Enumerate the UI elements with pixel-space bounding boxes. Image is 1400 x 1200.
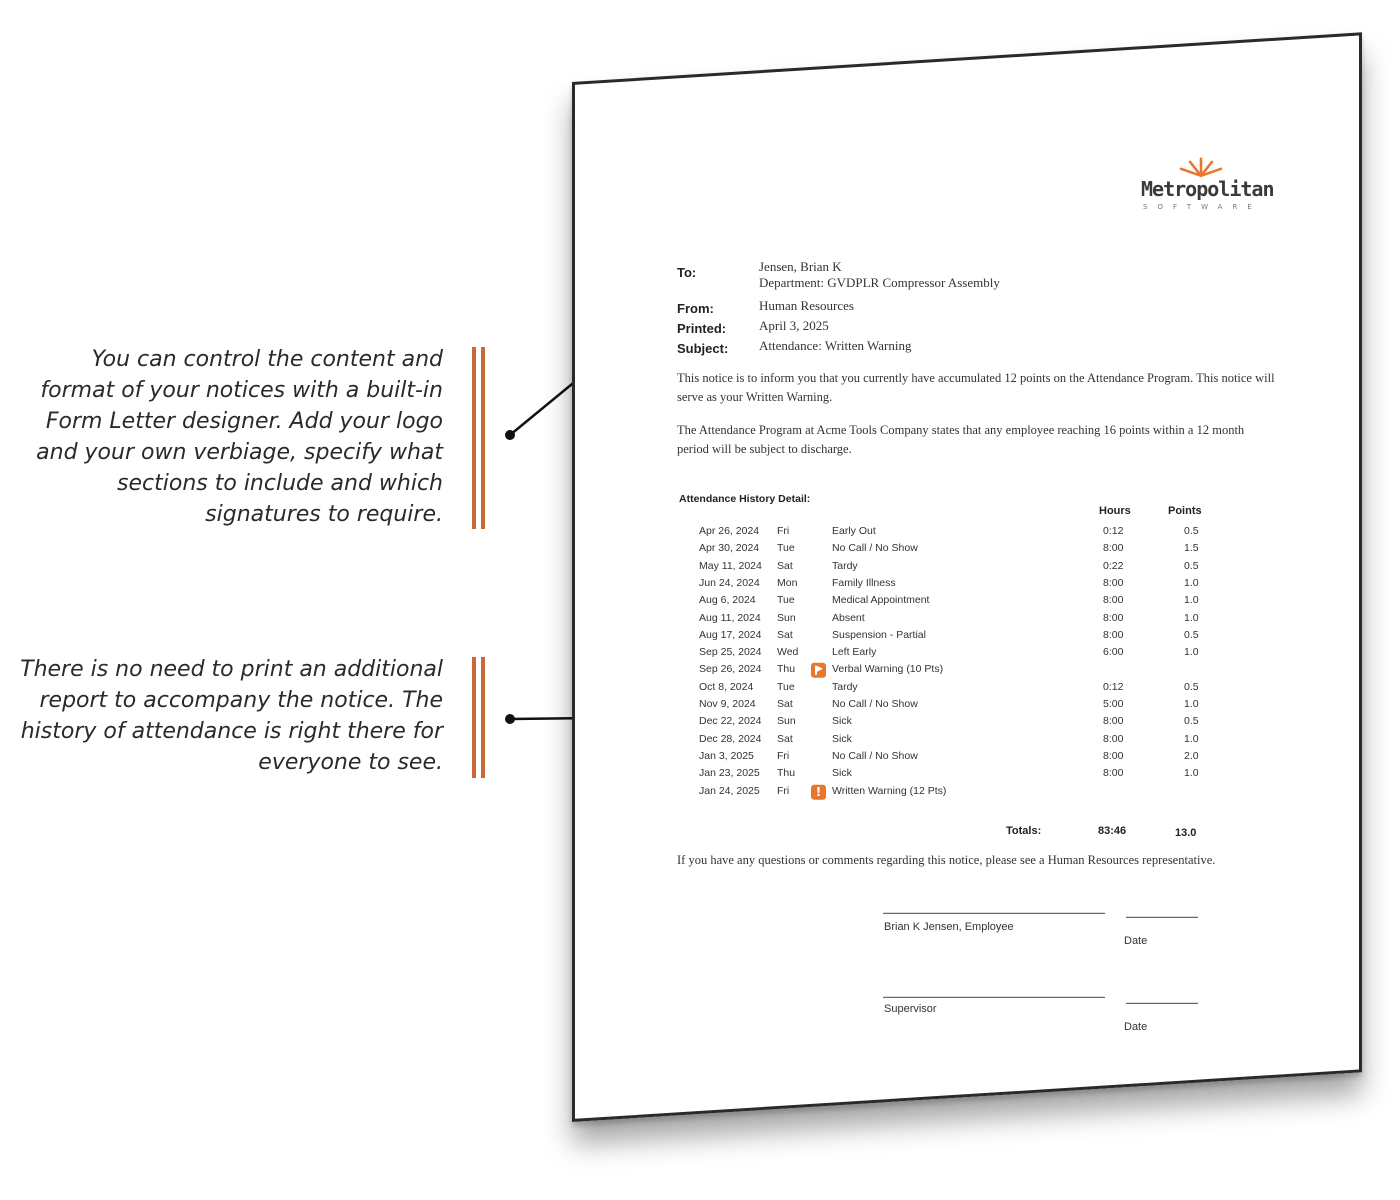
row-points: 1.0 — [1184, 697, 1199, 710]
sunburst-icon — [1171, 155, 1231, 177]
row-day: Sun — [777, 715, 796, 728]
row-description: Tardy — [832, 680, 858, 693]
row-description: No Call / No Show — [832, 697, 918, 710]
row-date: Sep 26, 2024 — [699, 663, 762, 676]
row-day: Sat — [777, 697, 793, 710]
hours-column-header: Hours — [1099, 504, 1131, 517]
row-date: Nov 9, 2024 — [699, 697, 756, 710]
row-points: 1.0 — [1184, 766, 1199, 779]
row-points: 0.5 — [1184, 524, 1199, 537]
row-description: Suspension - Partial — [832, 628, 926, 641]
history-row — [575, 542, 1362, 559]
closing-paragraph: If you have any questions or comments regarding this notice, please see a Human Resources representative. — [677, 852, 1216, 867]
row-date: Apr 26, 2024 — [699, 524, 760, 537]
row-day: Tue — [777, 593, 795, 606]
notice-page — [572, 32, 1362, 1122]
row-date: Dec 28, 2024 — [699, 732, 762, 745]
row-hours: 8:00 — [1103, 542, 1124, 555]
row-description: No Call / No Show — [832, 749, 918, 762]
row-day: Sat — [777, 732, 793, 745]
row-day: Thu — [777, 663, 796, 676]
row-points: 1.0 — [1184, 611, 1199, 624]
row-points: 2.0 — [1184, 749, 1199, 762]
row-date: Aug 11, 2024 — [699, 611, 761, 624]
row-points: 1.0 — [1184, 732, 1199, 745]
history-row — [575, 750, 1362, 767]
row-date: Oct 8, 2024 — [699, 680, 754, 693]
row-description: Written Warning (12 Pts) — [832, 784, 947, 797]
history-row — [575, 611, 1362, 628]
row-description: Medical Appointment — [832, 593, 930, 606]
row-day: Fri — [777, 524, 790, 537]
history-row — [575, 784, 1362, 801]
subject-label: Subject: — [677, 340, 729, 356]
row-hours: 0:12 — [1103, 524, 1124, 537]
row-hours: 8:00 — [1103, 715, 1124, 728]
row-date: May 11, 2024 — [699, 559, 762, 572]
row-hours: 8:00 — [1103, 576, 1124, 589]
row-points: 0.5 — [1184, 680, 1199, 693]
row-description: Absent — [832, 611, 865, 624]
row-hours: 8:00 — [1103, 732, 1124, 745]
metropolitan-logo — [1141, 163, 1274, 211]
history-row — [575, 767, 1362, 784]
row-date: Jan 3, 2025 — [699, 749, 754, 762]
history-row — [575, 680, 1362, 697]
row-hours: 8:00 — [1103, 749, 1124, 762]
row-date: Dec 22, 2024 — [699, 715, 762, 728]
row-description: Sick — [832, 715, 852, 728]
totals-label: Totals: — [1006, 824, 1042, 837]
totals-hours: 83:46 — [1098, 824, 1127, 837]
callout-bar-2 — [472, 657, 486, 778]
row-description: No Call / No Show — [832, 542, 918, 555]
logo-subtitle: SOFTWARE — [1143, 202, 1262, 211]
supervisor-date-label: Date — [1124, 1020, 1148, 1033]
history-row — [575, 594, 1362, 611]
row-points: 0.5 — [1184, 628, 1199, 641]
row-hours: 0:12 — [1103, 680, 1124, 693]
history-row — [575, 559, 1362, 576]
history-row — [575, 629, 1362, 646]
history-row — [575, 646, 1362, 663]
row-day: Tue — [777, 542, 795, 555]
from-value: Human Resources — [759, 297, 854, 313]
employee-date-label: Date — [1124, 934, 1148, 947]
row-points: 0.5 — [1184, 715, 1199, 728]
employee-signature-line — [883, 913, 1105, 914]
row-day: Sun — [777, 611, 796, 624]
callout-history: There is no need to print an additional report to accompany the notice. The history of attendance is right there for everyone to see. — [20, 657, 443, 775]
row-points: 1.5 — [1184, 542, 1199, 555]
history-title: Attendance History Detail: — [679, 492, 811, 505]
flag-icon — [811, 663, 826, 678]
row-description: Sick — [832, 732, 852, 745]
subject-value: Attendance: Written Warning — [759, 337, 912, 353]
row-hours: 8:00 — [1103, 611, 1124, 624]
history-row — [575, 732, 1362, 749]
employee-signature-label: Brian K Jensen, Employee — [884, 920, 1014, 933]
history-row — [575, 663, 1362, 680]
row-day: Tue — [777, 680, 795, 693]
row-day: Fri — [777, 749, 790, 762]
row-points: 0.5 — [1184, 559, 1199, 572]
row-day: Sat — [777, 559, 793, 572]
row-hours: 6:00 — [1103, 645, 1124, 658]
row-day: Sat — [777, 628, 793, 641]
logo-wordmark: Metropolitan — [1141, 176, 1274, 201]
callout-bar-1 — [472, 347, 486, 529]
row-points: 1.0 — [1184, 593, 1199, 606]
row-day: Thu — [777, 766, 796, 779]
alert-icon: ! — [811, 784, 826, 799]
row-description: Verbal Warning (10 Pts) — [832, 663, 944, 676]
to-department: Department: GVDPLR Compressor Assembly — [759, 274, 1000, 290]
row-description: Tardy — [832, 559, 858, 572]
row-day: Mon — [777, 576, 798, 589]
row-date: Aug 17, 2024 — [699, 628, 762, 641]
notice-paragraph-1: This notice is to inform you that you currently have accumulated 12 points on the Attendance Program. This notice will serve as your Written Warning. — [677, 370, 1275, 404]
history-row — [575, 525, 1362, 542]
row-date: Aug 6, 2024 — [699, 593, 756, 606]
row-date: Apr 30, 2024 — [699, 542, 760, 555]
row-description: Family Illness — [832, 576, 896, 589]
row-hours: 5:00 — [1103, 697, 1124, 710]
history-row — [575, 698, 1362, 715]
employee-date-line — [1126, 917, 1198, 918]
row-description: Sick — [832, 766, 852, 779]
row-date: Sep 25, 2024 — [699, 645, 762, 658]
row-hours: 0:22 — [1103, 559, 1124, 572]
row-points: 1.0 — [1184, 645, 1199, 658]
to-name: Jensen, Brian K — [759, 258, 842, 274]
printed-label: Printed: — [677, 320, 727, 336]
printed-value: April 3, 2025 — [759, 317, 829, 333]
row-hours: 8:00 — [1103, 766, 1124, 779]
callout-form-letter: You can control the content and format of your notices with a built-in Form Letter designer. Add your logo and your own verbiage, specify what sections to include and which signatures to require. — [36, 347, 443, 527]
row-hours: 8:00 — [1103, 593, 1124, 606]
totals-points: 13.0 — [1175, 826, 1197, 839]
history-row — [575, 577, 1362, 594]
to-label: To: — [677, 264, 697, 280]
row-day: Wed — [777, 645, 799, 658]
points-column-header: Points — [1168, 504, 1202, 517]
row-day: Fri — [777, 784, 790, 797]
row-date: Jan 23, 2025 — [699, 766, 760, 779]
from-label: From: — [677, 300, 714, 316]
row-date: Jun 24, 2024 — [699, 576, 760, 589]
history-row — [575, 715, 1362, 732]
supervisor-signature-label: Supervisor — [884, 1002, 937, 1015]
supervisor-signature-line — [883, 997, 1105, 998]
row-description: Early Out — [832, 524, 876, 537]
row-description: Left Early — [832, 645, 877, 658]
row-hours: 8:00 — [1103, 628, 1124, 641]
notice-paragraph-2: The Attendance Program at Acme Tools Company states that any employee reaching 16 points within a 12 month period will be subject to discharge. — [677, 422, 1245, 456]
row-points: 1.0 — [1184, 576, 1199, 589]
row-date: Jan 24, 2025 — [699, 784, 760, 797]
supervisor-date-line — [1126, 1003, 1198, 1004]
